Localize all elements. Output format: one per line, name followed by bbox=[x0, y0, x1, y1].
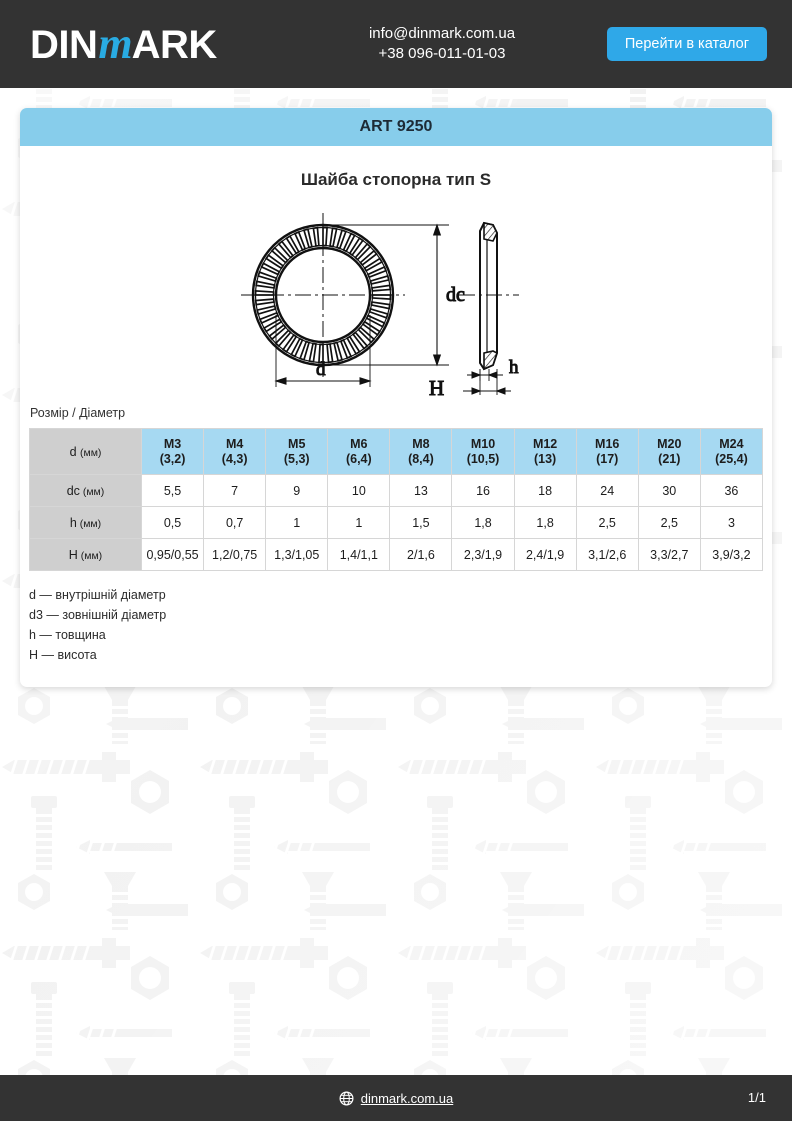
size-name: M16 bbox=[595, 436, 620, 451]
table-size-header-m4 bbox=[204, 429, 266, 475]
plan-view bbox=[241, 213, 405, 377]
specification-section bbox=[20, 406, 772, 571]
table-cell: 3,1/2,6 bbox=[576, 539, 638, 571]
dimension-label-h: h bbox=[509, 357, 519, 378]
footer-site-group bbox=[0, 1075, 792, 1121]
table-cell: 0,5 bbox=[142, 507, 204, 539]
size-diameter: (8,4) bbox=[408, 451, 434, 466]
table-size-header-m5 bbox=[266, 429, 328, 475]
dimension-label-H: H bbox=[429, 376, 445, 399]
table-row-header-h bbox=[30, 507, 142, 539]
table-cell: 1,5 bbox=[390, 507, 452, 539]
table-cell: 9 bbox=[266, 475, 328, 507]
row-unit: (мм) bbox=[77, 549, 103, 562]
table-cell: 5,5 bbox=[142, 475, 204, 507]
row-label: H bbox=[68, 547, 78, 562]
size-diameter: (6,4) bbox=[345, 451, 372, 466]
table-row-header-h bbox=[30, 539, 142, 571]
dimension-legend bbox=[20, 571, 772, 665]
product-title: Шайба стопорна тип S bbox=[300, 170, 492, 189]
table-cell: 1,3/1,05 bbox=[266, 539, 328, 571]
table-size-header-m6 bbox=[328, 429, 390, 475]
table-row bbox=[30, 475, 763, 507]
dinmark-logo bbox=[30, 19, 217, 68]
size-name: M24 bbox=[719, 436, 744, 451]
globe-icon bbox=[339, 1091, 354, 1106]
table-cell: 1,2/0,75 bbox=[204, 539, 266, 571]
legend-line: H — висота bbox=[29, 648, 97, 662]
size-name: M20 bbox=[657, 436, 682, 451]
logo-accent-letter: m bbox=[98, 19, 131, 68]
size-diameter: (13) bbox=[533, 451, 557, 466]
size-diameter: (4,3) bbox=[221, 451, 248, 466]
table-cell: 1 bbox=[266, 507, 328, 539]
footer-site-link[interactable]: dinmark.com.ua bbox=[360, 1090, 454, 1106]
table-cell: 1,8 bbox=[514, 507, 576, 539]
size-name: M12 bbox=[532, 436, 558, 451]
logo-text-part2: ARK bbox=[131, 23, 217, 67]
size-diameter: (3,2) bbox=[159, 451, 186, 466]
technical-drawing-wrapper bbox=[20, 202, 772, 400]
table-cell: 1 bbox=[328, 507, 390, 539]
table-cell: 16 bbox=[452, 475, 514, 507]
article-banner: ART 9250 bbox=[20, 108, 772, 146]
table-cell: 2,5 bbox=[638, 507, 700, 539]
side-view bbox=[459, 223, 519, 369]
size-name: M5 bbox=[288, 436, 306, 451]
table-cell: 2/1,6 bbox=[390, 539, 452, 571]
corner-label: d bbox=[69, 444, 77, 459]
table-size-header-m12 bbox=[514, 429, 576, 475]
table-header-row bbox=[30, 429, 763, 475]
size-name: M4 bbox=[225, 436, 244, 451]
size-diameter: (10,5) bbox=[466, 451, 500, 466]
size-diameter: (5,3) bbox=[283, 451, 310, 466]
table-cell: 30 bbox=[638, 475, 700, 507]
table-cell: 24 bbox=[576, 475, 638, 507]
legend-line: d — внутрішній діаметр bbox=[29, 588, 166, 602]
size-name: M10 bbox=[470, 436, 496, 451]
size-name: M6 bbox=[350, 436, 368, 451]
page-number: 1/1 bbox=[747, 1090, 766, 1105]
table-cell: 2,3/1,9 bbox=[452, 539, 514, 571]
dimension-label-dc: dc bbox=[446, 284, 465, 306]
go-to-catalog-button[interactable]: Перейти в каталог bbox=[607, 27, 767, 61]
table-cell: 3 bbox=[700, 507, 762, 539]
table-cell: 0,95/0,55 bbox=[142, 539, 204, 571]
product-card bbox=[20, 108, 772, 687]
table-size-header-m10 bbox=[452, 429, 514, 475]
specification-table bbox=[29, 428, 763, 571]
table-cell: 13 bbox=[390, 475, 452, 507]
legend-line: d3 — зовнішній діаметр bbox=[29, 608, 167, 622]
table-body bbox=[30, 475, 763, 571]
size-diameter: (25,4) bbox=[715, 451, 748, 466]
contact-phone[interactable]: +38 096-011-01-03 bbox=[378, 45, 506, 62]
table-cell: 2,5 bbox=[576, 507, 638, 539]
page-footer bbox=[0, 1075, 792, 1121]
table-size-header-m16 bbox=[576, 429, 638, 475]
dimension-H bbox=[429, 369, 511, 399]
table-size-header-m20 bbox=[638, 429, 700, 475]
table-cell: 7 bbox=[204, 475, 266, 507]
table-row-header-dc bbox=[30, 475, 142, 507]
logo-text-part1: DIN bbox=[30, 23, 98, 67]
table-cell: 18 bbox=[514, 475, 576, 507]
corner-unit: (мм) bbox=[80, 446, 102, 459]
table-row bbox=[30, 539, 763, 571]
row-label: dc bbox=[66, 483, 80, 498]
table-cell: 0,7 bbox=[204, 507, 266, 539]
table-cell: 1,4/1,1 bbox=[328, 539, 390, 571]
washer-technical-drawing bbox=[231, 203, 561, 399]
table-cell: 2,4/1,9 bbox=[514, 539, 576, 571]
dimension-label-d: d bbox=[316, 359, 326, 380]
table-cell: 3,9/3,2 bbox=[700, 539, 762, 571]
size-diameter: (21) bbox=[658, 451, 681, 466]
row-unit: (мм) bbox=[76, 517, 102, 530]
size-name: M8 bbox=[412, 436, 430, 451]
table-size-header-m3 bbox=[142, 429, 204, 475]
contact-email[interactable]: info@dinmark.com.ua bbox=[368, 25, 516, 42]
table-cell: 10 bbox=[328, 475, 390, 507]
table-cell: 3,3/2,7 bbox=[638, 539, 700, 571]
page-header bbox=[0, 0, 792, 88]
row-label: h bbox=[69, 515, 77, 530]
size-diameter: (17) bbox=[596, 451, 619, 466]
table-size-header-m8 bbox=[390, 429, 452, 475]
table-size-header-m24 bbox=[700, 429, 762, 475]
header-contact-info bbox=[352, 24, 532, 64]
table-cell: 1,8 bbox=[452, 507, 514, 539]
table-row bbox=[30, 507, 763, 539]
size-name: M3 bbox=[163, 436, 182, 451]
table-corner-cell bbox=[30, 429, 142, 475]
table-caption: Розмір / Діаметр bbox=[30, 406, 126, 420]
table-cell: 36 bbox=[700, 475, 762, 507]
row-unit: (мм) bbox=[79, 485, 105, 498]
legend-line: h — товщина bbox=[29, 628, 106, 642]
